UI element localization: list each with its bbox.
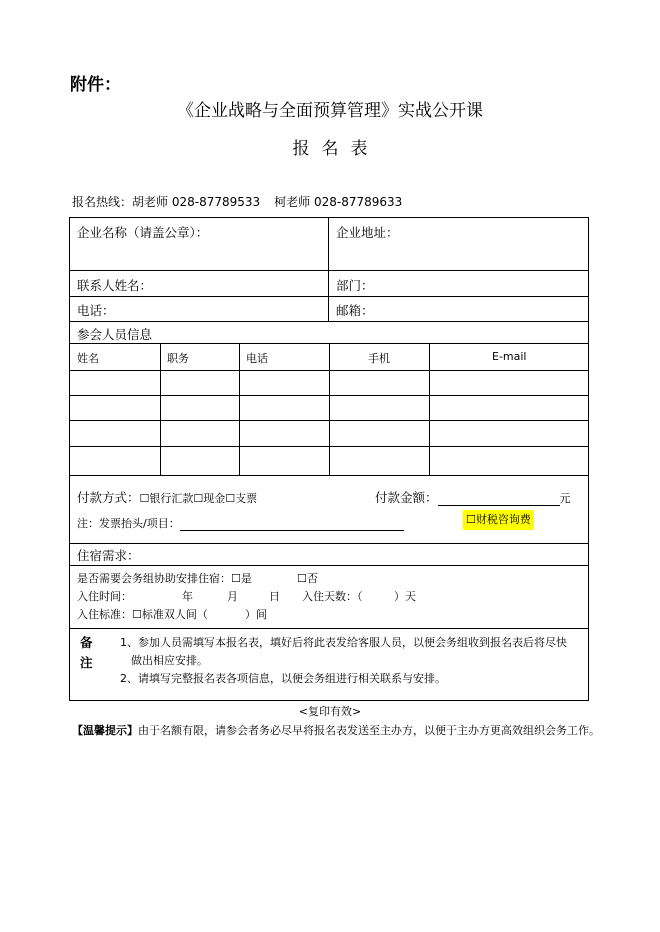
room-standard-field[interactable] <box>77 606 208 622</box>
payment-amount-row <box>375 488 571 506</box>
payment-amount-input[interactable] <box>438 492 560 506</box>
checkin-days-field[interactable] <box>302 588 363 604</box>
column-header-email: E-mail <box>492 350 527 363</box>
hotline <box>72 193 402 210</box>
note-1-line-2: 做出相应安排。 <box>131 654 208 667</box>
payment-amount-unit: 元 <box>559 492 571 505</box>
department-field[interactable] <box>336 276 374 294</box>
table-row[interactable] <box>70 371 588 395</box>
note-2: 2、请填写完整报名表各项信息，以便会务组进行相关联系与安排。 <box>120 672 446 685</box>
contact-name-field[interactable] <box>77 276 152 294</box>
notes-label-2: 注 <box>80 655 93 670</box>
phone-label: 电话： <box>77 303 115 318</box>
attachment-label: 附件： <box>70 75 121 95</box>
payment-method-label: 付款方式： <box>77 490 140 505</box>
payment-method-row <box>77 488 257 506</box>
invoice-title-input[interactable] <box>180 517 404 531</box>
checkin-day: 日 <box>269 590 280 603</box>
contact-name-label: 联系人姓名： <box>77 278 153 293</box>
table-row[interactable] <box>70 421 588 446</box>
company-address-field[interactable] <box>336 223 399 241</box>
hotline-contact-1: 胡老师 028-87789533 <box>132 195 261 209</box>
table-row[interactable] <box>70 396 588 420</box>
table-row[interactable] <box>70 447 588 475</box>
attendee-section-title: 参会人员信息 <box>77 327 153 342</box>
invoice-item-label: ☐财税咨询费 <box>463 510 534 530</box>
email-label: 邮箱： <box>336 303 374 318</box>
room-standard-label: 入住标准：☐标准双人间（ <box>77 608 208 621</box>
tip-text: 由于名额有限，请参会者务必尽早将报名表发送至主办方，以便于主办方更高效组织会务工作。 <box>138 724 600 737</box>
invoice-label: 注：发票抬头/项目： <box>77 517 180 530</box>
column-header-mobile: 手机 <box>368 352 390 365</box>
checkin-time-label: 入住时间： <box>77 590 132 603</box>
invoice-item-checkbox[interactable] <box>463 511 534 527</box>
checkin-month: 月 <box>227 590 238 603</box>
copy-valid-note: <复印有效> <box>298 705 362 718</box>
invoice-row <box>77 515 404 531</box>
checkin-year: 年 <box>182 590 193 603</box>
company-name-label: 企业名称（请盖公章）： <box>77 225 209 240</box>
company-address-label: 企业地址： <box>336 225 399 240</box>
company-name-field[interactable] <box>77 223 208 241</box>
document-title: 《企业战略与全面预算管理》实战公开课 <box>177 101 483 121</box>
department-label: 部门： <box>336 278 374 293</box>
payment-options-checkboxes[interactable]: ☐银行汇款☐现金☐支票 <box>139 492 258 505</box>
tip-label: 【温馨提示】 <box>72 724 138 737</box>
notes-label-1: 备 <box>80 635 93 650</box>
column-header-position: 职务 <box>167 352 189 365</box>
accommodation-no-checkbox[interactable]: ☐否 <box>297 572 318 585</box>
accommodation-yes-checkbox[interactable]: 是否需要会务组协助安排住宿：☐是 <box>77 572 252 585</box>
hotline-label: 报名热线： <box>72 195 133 209</box>
email-field[interactable] <box>336 301 374 319</box>
accommodation-title: 住宿需求： <box>77 548 140 563</box>
note-1-line-1: 1、参加人员需填写本报名表，填好后将此表发给客服人员，以便会务组收到报名表后将尽快 <box>120 636 567 649</box>
warm-tip <box>72 722 600 738</box>
room-standard-unit: ）间 <box>245 608 267 621</box>
registration-form <box>69 217 589 701</box>
column-header-phone: 电话 <box>246 352 268 365</box>
accommodation-question <box>77 570 252 586</box>
form-subtitle: 报名表 <box>292 139 380 159</box>
phone-field[interactable] <box>77 301 115 319</box>
checkin-days-label: 入住天数：（ <box>302 590 363 603</box>
checkin-days-unit: ）天 <box>394 590 416 603</box>
column-header-name: 姓名 <box>77 352 99 365</box>
hotline-contact-2: 柯老师 028-87789633 <box>274 195 403 209</box>
payment-amount-label: 付款金额： <box>375 490 438 505</box>
